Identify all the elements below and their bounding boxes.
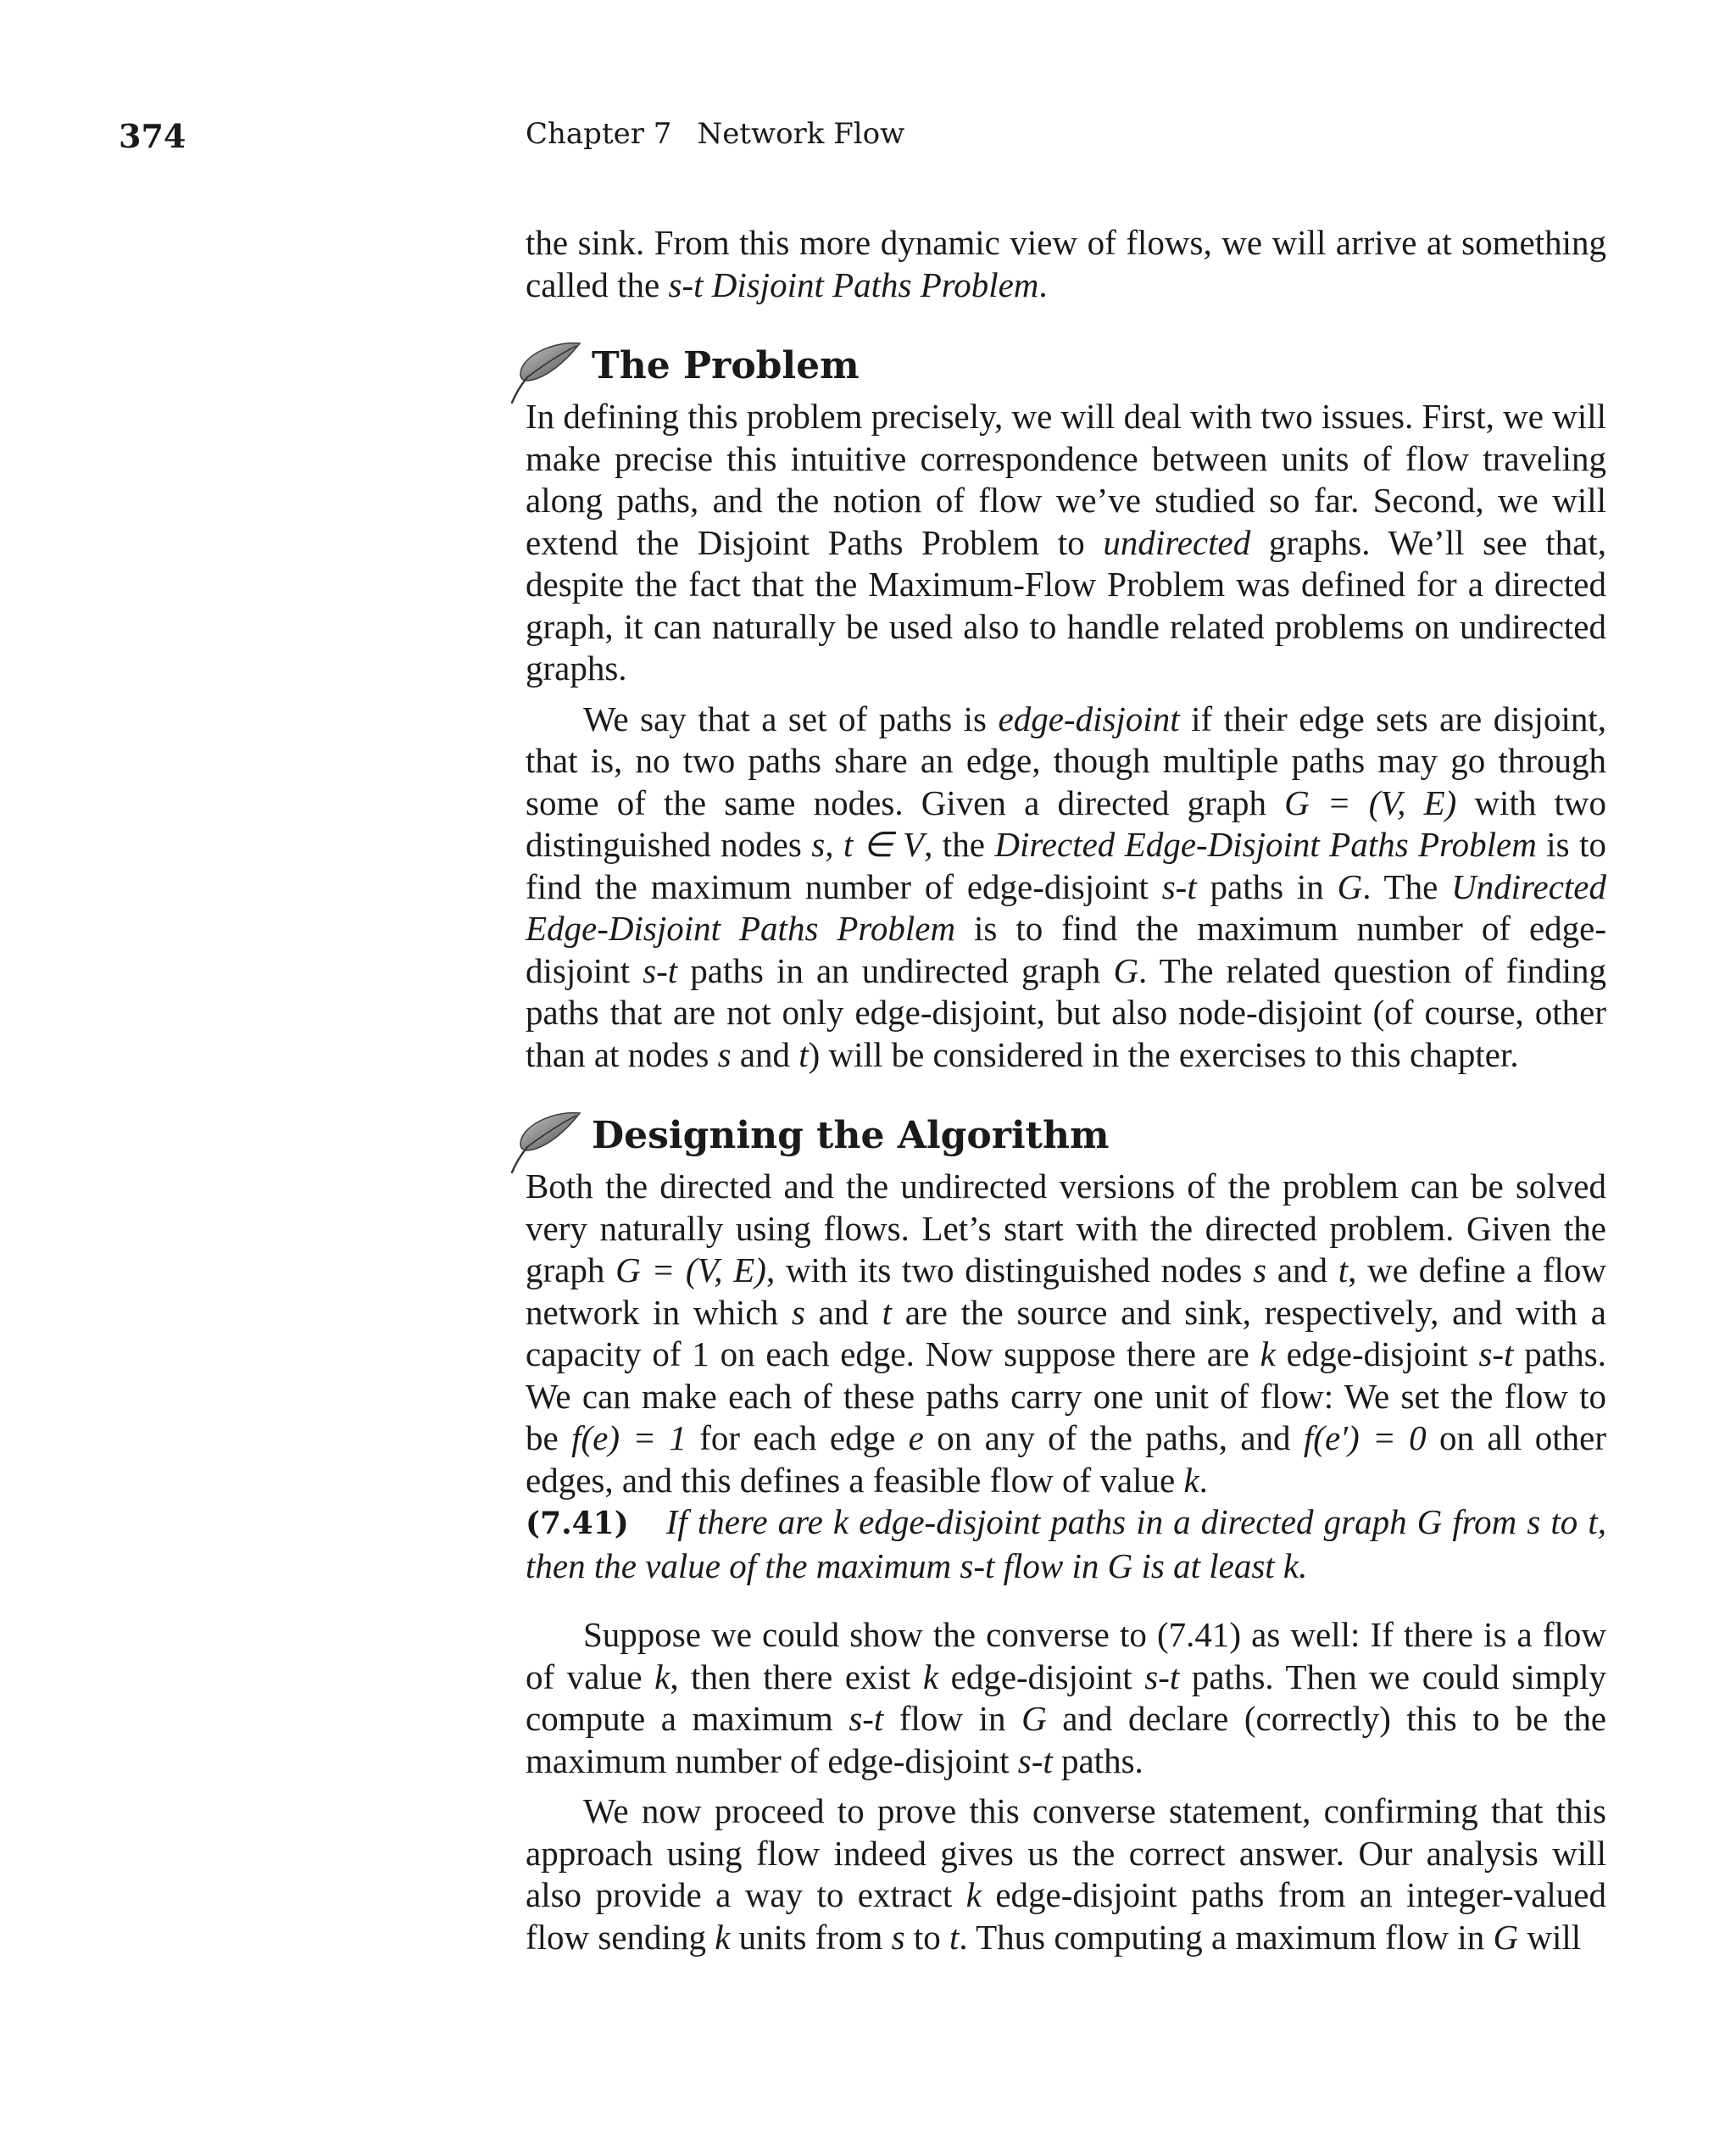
theorem-7-41 xyxy=(526,1501,1606,1587)
intro-paragraph: the sink. From this more dynamic view of flows, we will arrive at something called the s-t Disjoint Paths Problem. xyxy=(526,223,1606,304)
chapter-title: Network Flow xyxy=(697,117,905,151)
quill-pen-icon xyxy=(509,1108,585,1174)
paragraph: Suppose we could show the converse to (7.41) as well: If there is a flow of value k, then there exist k edge-disjoint s-t paths. Then we could simply compute a maximum s-t flow in G and declare (correctly) this to be the maximum number of edge-disjoint s-t paths. xyxy=(526,1615,1607,1780)
paragraph: We now proceed to prove this converse statement, confirming that this approach using flow indeed gives us the correct answer. Our analysis will also provide a way to extract k edge-disjoint paths from an integer-valued flow sending k units from s to t. Thus computing a maximum flow in G will xyxy=(526,1791,1606,1957)
chapter-label: Chapter 7 xyxy=(526,117,672,151)
section-heading-algorithm xyxy=(526,1108,1606,1174)
theorem-label: (7.41) xyxy=(526,1506,629,1541)
paragraph: In defining this problem precisely, we will deal with two issues. First, we will make precise this intuitive correspondence between units of flow traveling along paths, and the notion of flow we’ve studied so far. Second, we will extend the Disjoint Paths Problem to undirected graphs. We’ll see that, despite the fact that the Maximum-Flow Problem was defined for a directed graph, it can naturally be used also to handle related problems on undirected graphs. xyxy=(526,397,1606,688)
page-number: 374 xyxy=(119,117,186,155)
running-head xyxy=(526,117,904,151)
paragraph: Both the directed and the undirected versions of the problem can be solved very naturally using flows. Let’s start with the directed problem. Given the graph G = (V, E), with its two distinguished nodes s and t, we define a flow network in which s and t are the source and sink, respectively, and with a capacity of 1 on each edge. Now suppose there are k edge-disjoint s-t paths. We can make each of these paths carry one unit of flow: We set the flow to be f(e) = 1 for each edge e on any of the paths, and f(e′) = 0 on all other edges, and this defines a feasible flow of value k. xyxy=(526,1167,1607,1500)
quill-pen-icon xyxy=(509,338,585,404)
theorem-body: If there are k edge-disjoint paths in a directed graph G from s to t, then the value of the maximum s-t flow in G is at least k. xyxy=(526,1502,1606,1585)
section-heading-problem xyxy=(526,338,1606,404)
section-title: Designing the Algorithm xyxy=(592,1114,1110,1157)
section-title: The Problem xyxy=(592,344,860,387)
text-block xyxy=(526,222,1606,1958)
paragraph: We say that a set of paths is edge-disjoint if their edge sets are disjoint, that is, no two paths share an edge, though multiple paths may go through some of the same nodes. Given a directed graph G = (V, E) with two distinguished nodes s, t ∈ V, the Directed Edge-Disjoint Paths Problem is to find the maximum number of edge-disjoint s-t paths in G. The Undirected Edge-Disjoint Paths Problem is to find the maximum number of edge-disjoint s-t paths in an undirected graph G. The related question of finding paths that are not only edge-disjoint, but also node-disjoint (of course, other than at nodes s and t) will be considered in the exercises to this chapter. xyxy=(526,699,1607,1074)
